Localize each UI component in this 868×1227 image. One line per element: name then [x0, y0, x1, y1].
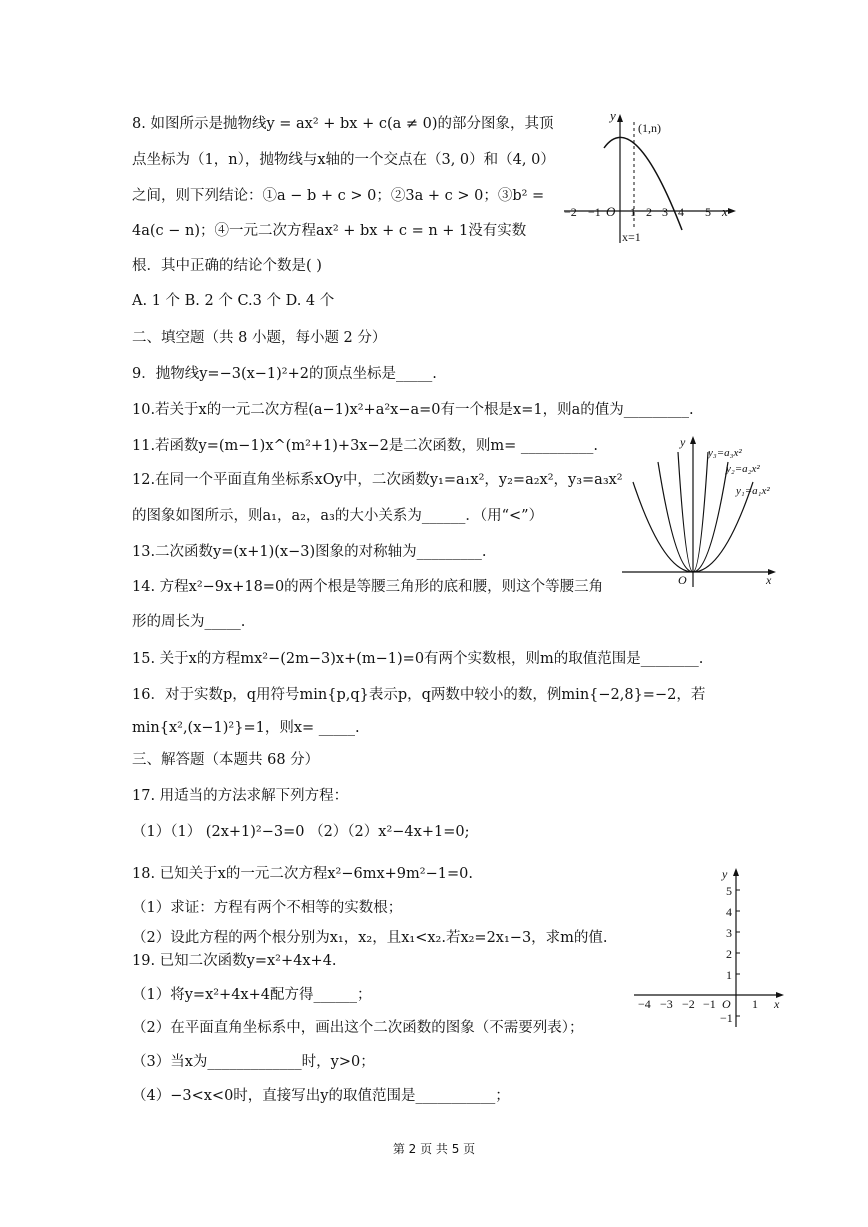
- x-tick-label: 1: [752, 997, 758, 1011]
- x-tick-label: −2: [564, 205, 577, 219]
- x-axis-label: x: [774, 997, 780, 1011]
- page-footer: 第 2 页 共 5 页: [392, 1142, 476, 1156]
- q18: 18. 已知关于x的一元二次方程x²−6mx+9m²−1=0.: [132, 866, 473, 882]
- figure-three-parabolas: [618, 432, 783, 590]
- q19-part-2: （2）在平面直角坐标系中，画出这个二次函数的图象（不需要列表）；: [132, 1020, 584, 1036]
- q19-part-4: （4）−3<x<0时，直接写出y的取值范围是___________；: [132, 1088, 510, 1104]
- q19-part-3: （3）当x为_____________时，y>0；: [132, 1054, 375, 1070]
- y-tick-label: 5: [726, 884, 732, 898]
- curve-label-y1: y₁=a₁x²: [736, 485, 770, 497]
- x-tick-label: 3: [662, 205, 668, 219]
- x-tick-label: −3: [660, 997, 673, 1011]
- origin-label: O: [606, 204, 616, 219]
- q10: 10.若关于x的一元二次方程(a−1)x²+a²x−a=0有一个根是x=1，则a的值为_________.: [132, 402, 694, 418]
- figure-coordinate-axes: [630, 862, 790, 1032]
- y-tick-label: 2: [726, 947, 732, 961]
- q13: 13.二次函数y=(x+1)(x−3)图象的对称轴为_________.: [132, 544, 487, 560]
- q12-line-1: 12.在同一个平面直角坐标系xOy中，二次函数y₁=a₁x²，y₂=a₂x²，y₃=a₃x²: [132, 472, 623, 488]
- y-axis-label: y: [722, 867, 728, 881]
- x-axis-label: x: [722, 204, 728, 219]
- x-tick-label: −4: [638, 997, 651, 1011]
- parabola-curve: [604, 137, 682, 230]
- x-tick-label: 5: [705, 205, 711, 219]
- q8-line-4: 4a(c − n)；④一元二次方程ax² + bx + c = n + 1没有实数: [132, 223, 527, 239]
- x-tick-label: 1: [630, 205, 636, 219]
- q14-line-2: 形的周长为_____.: [132, 614, 246, 630]
- section-3-heading: 三、解答题（本题共 68 分）: [132, 752, 320, 768]
- y-tick-label: 3: [726, 926, 732, 940]
- q18-part-1: （1）求证：方程有两个不相等的实数根；: [132, 900, 403, 916]
- q12-line-2: 的图象如图所示，则a₁，a₂，a₃的大小关系为______．（用“<”）: [132, 508, 544, 524]
- q18-part-2: （2）设此方程的两个根分别为x₁，x₂，且x₁<x₂.若x₂=2x₁−3，求m的值.: [132, 930, 608, 946]
- q11: 11.若函数y=(m−1)x^(m²+1)+3x−2是二次函数，则m= __________.: [132, 438, 598, 454]
- figure-parabola-vertex: [560, 108, 740, 248]
- x-tick-label: −1: [703, 997, 716, 1011]
- y-tick-label: 4: [726, 905, 732, 919]
- y-axis-label: y: [610, 108, 616, 123]
- section-2-heading: 二、填空题（共 8 小题，每小题 2 分）: [132, 330, 387, 346]
- q8-line-5: 根．其中正确的结论个数是( ): [132, 258, 322, 274]
- q14-line-1: 14. 方程x²−9x+18=0的两个根是等腰三角形的底和腰，则这个等腰三角: [132, 579, 604, 595]
- q8-line-1: 8. 如图所示是抛物线y = ax² + bx + c(a ≠ 0)的部分图象，其顶: [132, 116, 554, 132]
- curve-label-y2: y₂=a₂x²: [726, 463, 760, 475]
- y-axis-label: y: [680, 435, 686, 449]
- vertex-label: (1,n): [638, 121, 661, 135]
- x-tick-label: 2: [646, 205, 652, 219]
- q15: 15. 关于x的方程mx²−(2m−3)x+(m−1)=0有两个实数根，则m的取值范围是________.: [132, 651, 704, 667]
- x-tick-label: 4: [678, 205, 684, 219]
- q17-parts: （1）（1） (2x+1)²−3=0 （2）（2）x²−4x+1=0;: [132, 824, 470, 840]
- origin-label: O: [678, 573, 687, 587]
- x-tick-label: −1: [588, 205, 601, 219]
- y-tick-label: −1: [720, 1011, 733, 1025]
- q16-line-1: 16．对于实数p，q用符号min{p,q}表示p，q两数中较小的数，例min{−2,8}=−2，若: [132, 687, 706, 703]
- q19: 19. 已知二次函数y=x²+4x+4.: [132, 953, 337, 969]
- q8-line-2: 点坐标为（1，n），抛物线与x轴的一个交点在（3, 0）和（4, 0）: [132, 152, 555, 168]
- q17: 17. 用适当的方法求解下列方程：: [132, 788, 349, 804]
- q19-part-1: （1）将y=x²+4x+4配方得______；: [132, 987, 372, 1003]
- symmetry-label: x=1: [622, 230, 641, 244]
- y-tick-label: 1: [726, 968, 732, 982]
- x-axis-label: x: [766, 573, 772, 587]
- curve-label-y3: y₃=a₃x²: [708, 447, 742, 459]
- q9: 9．抛物线y=−3(x−1)²+2的顶点坐标是_____.: [132, 366, 437, 382]
- origin-label: O: [722, 997, 731, 1011]
- q8-line-3: 之间，则下列结论：①a − b + c > 0；②3a + c > 0；③b² =: [132, 188, 545, 204]
- x-tick-label: −2: [682, 997, 695, 1011]
- q8-options: A. 1 个 B. 2 个 C.3 个 D. 4 个: [132, 293, 335, 309]
- q16-line-2: min{x²,(x−1)²}=1，则x= _____.: [132, 720, 360, 736]
